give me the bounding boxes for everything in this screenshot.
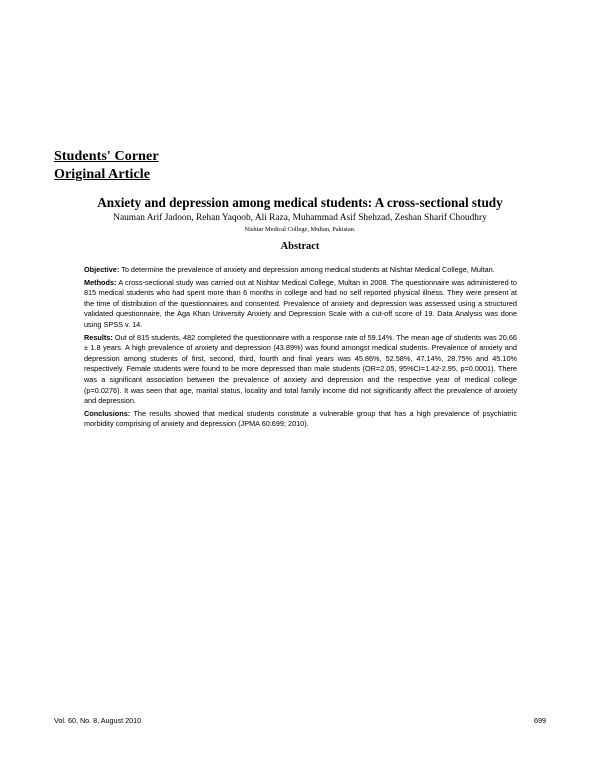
section-label-students-corner: Students' Corner xyxy=(54,149,159,164)
article-title: Anxiety and depression among medical students: A cross-sectional study xyxy=(97,195,503,210)
conclusions-label: Conclusions: xyxy=(84,408,131,418)
abstract-methods xyxy=(84,278,517,331)
objective-label: Objective: xyxy=(84,265,120,274)
abstract-conclusions xyxy=(84,409,517,430)
affiliation: Nishtar Medical College, Multan, Pakistan. xyxy=(244,226,356,233)
journal-volume: Vol. 60, No. 8, August 2010 xyxy=(54,716,142,725)
author-list: Nauman Arif Jadoon, Rehan Yaqoob, Ali Raza, Muhammad Asif Shehzad, Zeshan Sharif Choudhry xyxy=(113,213,487,223)
results-text: Out of 815 students, 482 completed the questionnaire with a response rate of 59.14%. The mean age of students was 20.66 ± 1.8 years. A high prevalence of anxiety and depression (43.89%) was found amongst medical students. Prevalence of anxiety and depression among students of first, second, third, fourth and final years was 45.86%, 52.58%, 47.14%, 28.75% and 45.10% respectively. Female students were found to be more depressed than male students (OR=2.05, 95%CI=1.42-2.95, p=0.0001). There was a significant association between the prevalence of anxiety and depression and the respective year of medical college (p=0.0276). It was seen that age, marital status, locality and total family income did not significantly affect the prevalence of anxiety and depression. xyxy=(84,332,517,406)
abstract-results xyxy=(84,333,517,407)
abstract-body xyxy=(84,265,517,432)
page-number: 699 xyxy=(534,716,546,725)
methods-label: Methods: xyxy=(84,277,117,287)
section-label-original-article: Original Article xyxy=(54,167,151,182)
abstract-heading: Abstract xyxy=(280,241,320,252)
methods-text: A cross-sectional study was carried out at Nishtar Medical College, Multan in 2008. The questionnaire was administered to 815 medical students who had spent more than 6 months in college and had no self reported physical illness. They were present at the time of distribution of the questionnaires and consented. Prevalence of anxiety and depression was assessed using a structured validated questionnaire, the Aga Khan University Anxiety and Depression Scale with a cut-off score of 19. Data Analysis was done using SPSS v. 14. xyxy=(84,277,517,329)
objective-text: To determine the prevalence of anxiety and depression among medical students at Nishtar Medical College, Multan. xyxy=(121,265,495,274)
abstract-objective xyxy=(84,265,517,276)
conclusions-text: The results showed that medical students constitute a vulnerable group that has a high prevalence of psychiatric morbidity comprising of anxiety and depression (JPMA 60:699; 2010). xyxy=(84,408,517,429)
results-label: Results: xyxy=(84,332,113,342)
